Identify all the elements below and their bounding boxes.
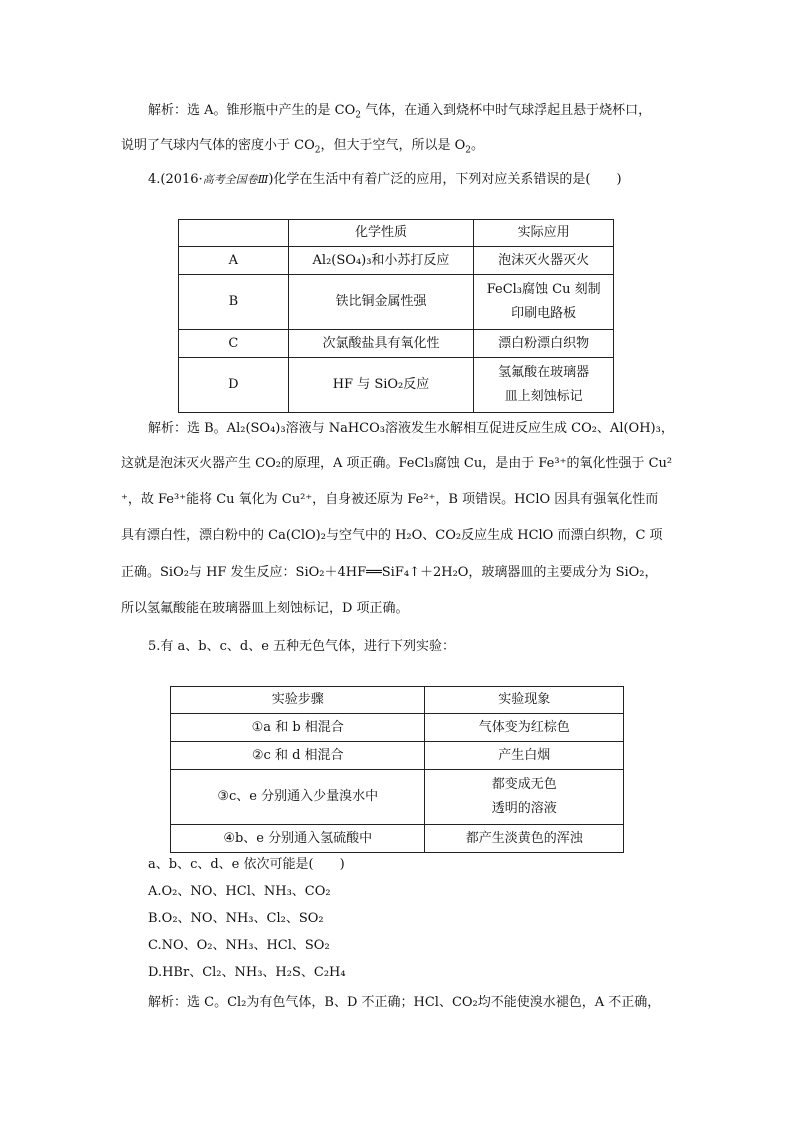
text: 。 (471, 138, 485, 153)
text: 气体，在通入到烧杯中时气球浮起且悬于烧杯口， (361, 103, 652, 118)
table-row (171, 770, 624, 825)
text: 印刷电路板 (511, 306, 577, 321)
table-header (179, 220, 289, 247)
text: 氢氟酸在玻璃器 (498, 365, 590, 380)
table-row (179, 275, 614, 330)
row-label: A (179, 247, 289, 275)
table-row (179, 330, 614, 358)
table-header-row (171, 687, 624, 714)
text: 透明的溶液 (491, 801, 557, 816)
table-row (171, 825, 624, 853)
text: 说明了气球内气体的密度小于 CO (121, 138, 315, 153)
row-label: D (179, 358, 289, 413)
row-property: HF 与 SiO₂反应 (288, 358, 474, 413)
row-phenomenon (425, 770, 624, 825)
row-application: 泡沫灭火器灭火 (474, 247, 614, 275)
analysis-line: 这就是泡沫灭火器产生 CO₂的原理，A 项正确。FeCl₃腐蚀 Cu，是由于 Fe³⁺的氧化性强于 Cu² (121, 456, 673, 471)
row-property: 次氯酸盐具有氧化性 (288, 330, 474, 358)
subscript: 2 (314, 145, 321, 156)
row-step: ②c 和 d 相混合 (171, 742, 425, 770)
row-phenomenon: 都产生淡黄色的浑浊 (425, 825, 624, 853)
subscript: 2 (465, 145, 472, 156)
text: ，但大于空气，所以是 O (320, 138, 466, 153)
text: 4.(2016· (148, 172, 203, 187)
table-header: 化学性质 (288, 220, 474, 247)
analysis-line (121, 136, 484, 156)
analysis-line: 解析：选 C。Cl₂为有色气体，B、D 不正确；HCl、CO₂均不能使溴水褪色，A 不正确， (148, 995, 661, 1010)
analysis-line (148, 101, 651, 121)
row-property: 铁比铜金属性强 (288, 275, 474, 330)
question-5-table (170, 686, 624, 853)
analysis-line: 正确。SiO₂与 HF 发生反应：SiO₂＋4HF══SiF₄↑＋2H₂O，玻璃器皿的主要成分为 SiO₂， (121, 565, 658, 580)
analysis-line: 具有漂白性，漂白粉中的 Ca(ClO)₂与空气中的 H₂O、CO₂反应生成 HClO 而漂白织物，C 项 (121, 528, 663, 543)
row-step: ③c、e 分别通入少量溴水中 (171, 770, 425, 825)
question-4-table (178, 219, 614, 413)
row-application (474, 275, 614, 330)
analysis-line: ⁺，故 Fe³⁺能将 Cu 氧化为 Cu²⁺，自身被还原为 Fe²⁺，B 项错误。HClO 因具有强氧化性而 (121, 492, 659, 507)
option-d: D.HBr、Cl₂、NH₃、H₂S、C₂H₄ (148, 965, 346, 980)
text: )化学在生活中有着广泛的应用，下列对应关系错误的是( ) (268, 172, 622, 187)
table-row (171, 742, 624, 770)
row-label: C (179, 330, 289, 358)
question-5-stem: 5.有 a、b、c、d、e 五种无色气体，进行下列实验： (148, 639, 456, 654)
table-row (171, 714, 624, 742)
row-property: Al₂(SO₄)₃和小苏打反应 (288, 247, 474, 275)
question-5-prompt: a、b、c、d、e 依次可能是( ) (148, 857, 345, 872)
option-b: B.O₂、NO、NH₃、Cl₂、SO₂ (148, 911, 324, 926)
question-4-stem (148, 170, 622, 190)
option-c: C.NO、O₂、NH₃、HCl、SO₂ (148, 938, 330, 953)
row-phenomenon: 气体变为红棕色 (425, 714, 624, 742)
row-step: ④b、e 分别通入氢硫酸中 (171, 825, 425, 853)
text: FeCl₃腐蚀 Cu 刻制 (486, 282, 601, 297)
row-application (474, 358, 614, 413)
row-application: 漂白粉漂白织物 (474, 330, 614, 358)
table-row (179, 358, 614, 413)
text: 皿上刻蚀标记 (504, 389, 583, 404)
analysis-line: 解析：选 B。Al₂(SO₄)₃溶液与 NaHCO₃溶液发生水解相互促进反应生成 CO₂、Al(OH)₃， (148, 421, 674, 436)
row-label: B (179, 275, 289, 330)
source-label: 高考全国卷Ⅲ (202, 173, 269, 186)
row-step: ①a 和 b 相混合 (171, 714, 425, 742)
analysis-line: 所以氢氟酸能在玻璃器皿上刻蚀标记，D 项正确。 (121, 601, 409, 616)
option-a: A.O₂、NO、HCl、NH₃、CO₂ (148, 884, 331, 899)
table-header-row (179, 220, 614, 247)
row-phenomenon: 产生白烟 (425, 742, 624, 770)
table-row (179, 247, 614, 275)
text: 解析：选 A。锥形瓶中产生的是 CO (148, 103, 356, 118)
table-header: 实验步骤 (171, 687, 425, 714)
subscript: 2 (355, 110, 361, 121)
text: 都变成无色 (491, 777, 557, 792)
table-header: 实验现象 (425, 687, 624, 714)
table-header: 实际应用 (474, 220, 614, 247)
